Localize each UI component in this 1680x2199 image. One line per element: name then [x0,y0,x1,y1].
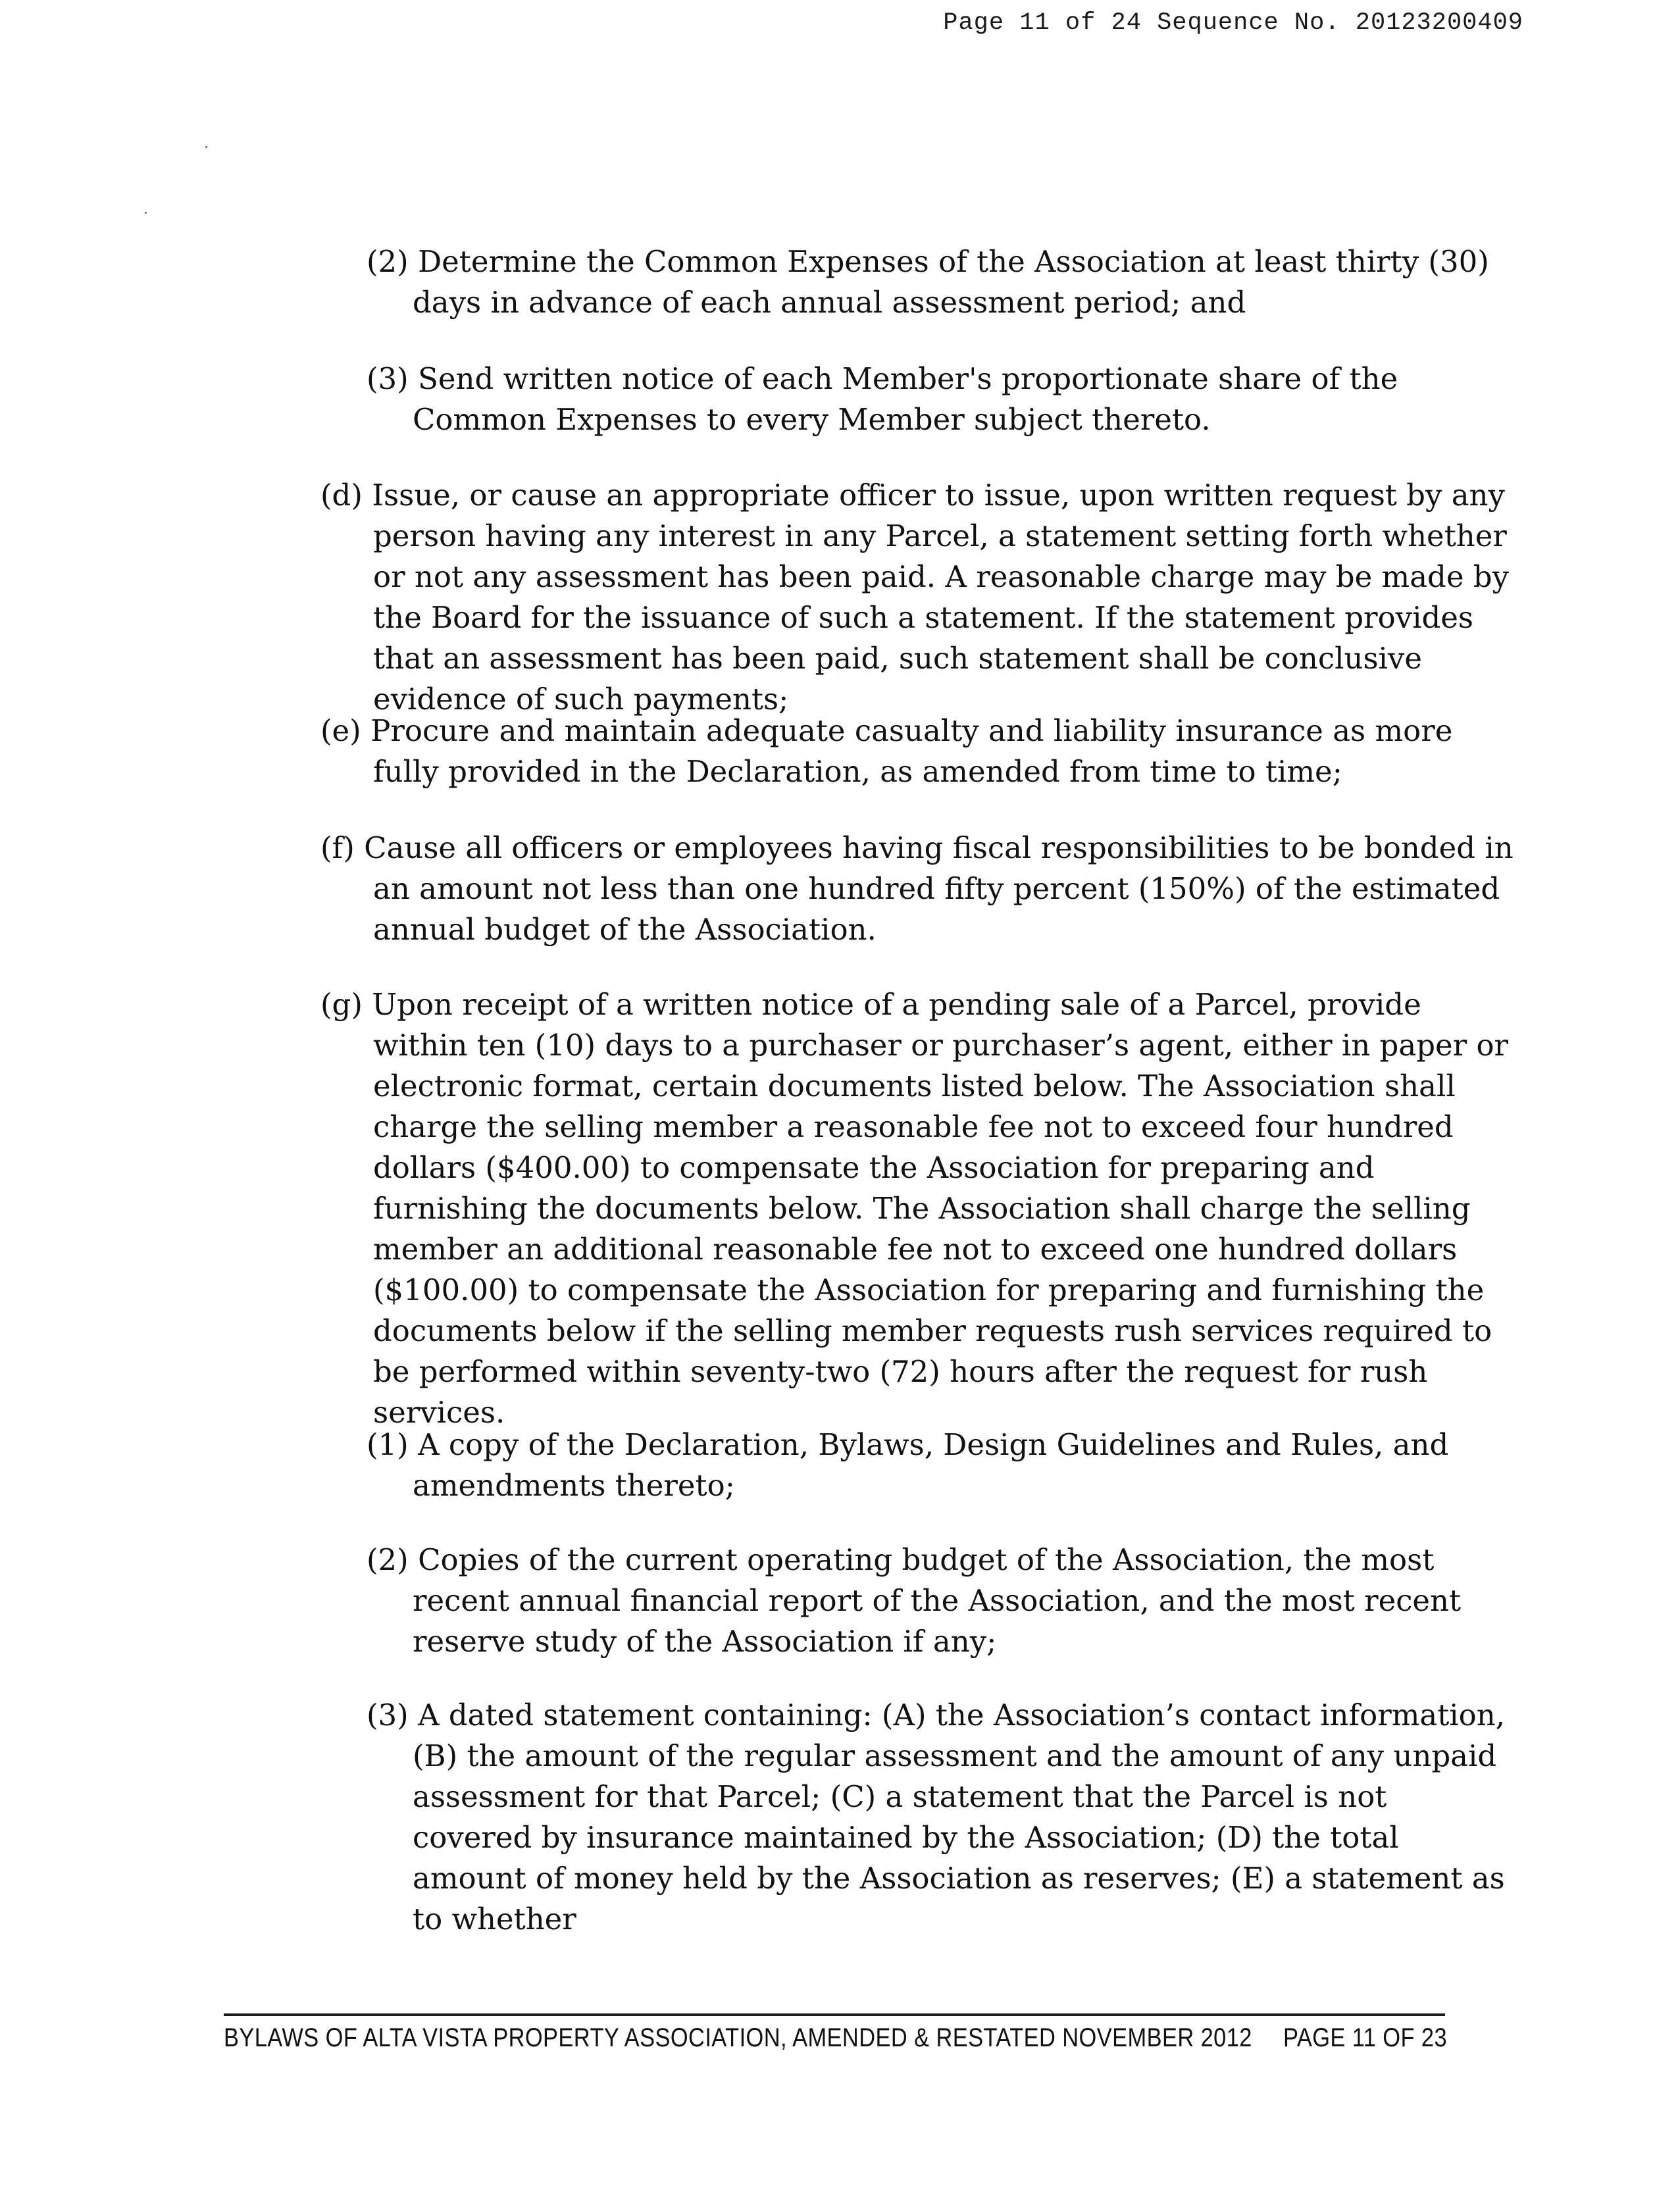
item-text: Upon receipt of a written notice of a pending sale of a Parcel, provide within ten (10) days to a purchaser or purchaser’s agent, either in paper or electronic format, certain documents listed below. The Association shall charge the selling member a reasonable fee not to exceed four hundred dollars ($400.00) to compensate the Association for preparing and furnishing the documents below. The Association shall charge the selling member an additional reasonable fee not to exceed one hundred dollars ($100.00) to compensate the Association for preparing and furnishing the documents below if the selling member requests rush services required to be performed within seventy-two (72) hours after the request for rush services. [372,987,1509,1430]
item-label: (3) [367,1698,409,1732]
item-text: Copies of the current operating budget of the Association, the most recent annual financial report of the Association, and the most recent reserve study of the Association if any; [413,1542,1462,1659]
item-text: Procure and maintain adequate casualty and liability insurance as more fully provided in the Declaration, as amended from time to time; [370,713,1453,789]
page-sequence-header: Page 11 of 24 Sequence No. 20123200409 [943,9,1523,37]
item-label: (d) [320,478,363,513]
item-e [320,711,1518,792]
item-f [320,828,1518,950]
item-g [320,984,1518,1433]
footer-page-number: PAGE 11 OF 23 [1283,2023,1448,2052]
item-label: (g) [320,987,363,1022]
item-label: (2) [367,1542,409,1577]
item-d [320,475,1518,720]
item-text: Determine the Common Expenses of the Association at least thirty (30) days in advance of each annual assessment period; and [413,244,1489,320]
subitem-g2 [367,1540,1512,1662]
scan-speck [145,212,147,214]
item-text: Issue, or cause an appropriate officer to issue, upon written request by any person having any interest in any Parcel, a statement setting forth whether or not any assessment has been paid. A reasonable charge may be made by the Board for the issuance of such a statement. If the statement provides that an assessment has been paid, such statement shall be conclusive evidence of such payments; [372,478,1510,717]
subitem-c3 [367,359,1512,440]
item-text: Send written notice of each Member's proportionate share of the Common Expenses to every Member subject thereto. [413,361,1398,437]
item-text: Cause all officers or employees having fiscal responsibilities to be bonded in an amount not less than one hundred fifty percent (150%) of the estimated annual budget of the Association. [364,830,1514,947]
item-label: (2) [367,244,409,279]
item-label: (f) [320,830,355,865]
footer-document-title: BYLAWS OF ALTA VISTA PROPERTY ASSOCIATION, AMENDED & RESTATED NOVEMBER 2012 [224,2023,1252,2052]
subitem-g3 [367,1695,1512,1940]
item-text: A copy of the Declaration, Bylaws, Design Guidelines and Rules, and amendments thereto; [413,1427,1449,1503]
subitem-g1 [367,1425,1512,1506]
subitem-c2 [367,241,1512,323]
item-label: (1) [367,1427,409,1462]
item-label: (e) [320,713,361,748]
item-text: A dated statement containing: (A) the Association’s contact information, (B) the amount of the regular assessment and the amount of any unpaid assessment for that Parcel; (C) a statement that the Parcel is not covered by insurance maintained by the Association; (D) the total amount of money held by the Association as reserves; (E) a statement as to whether [413,1698,1506,1936]
item-label: (3) [367,361,409,396]
scan-speck [205,146,207,148]
footer-divider [224,2013,1445,2016]
